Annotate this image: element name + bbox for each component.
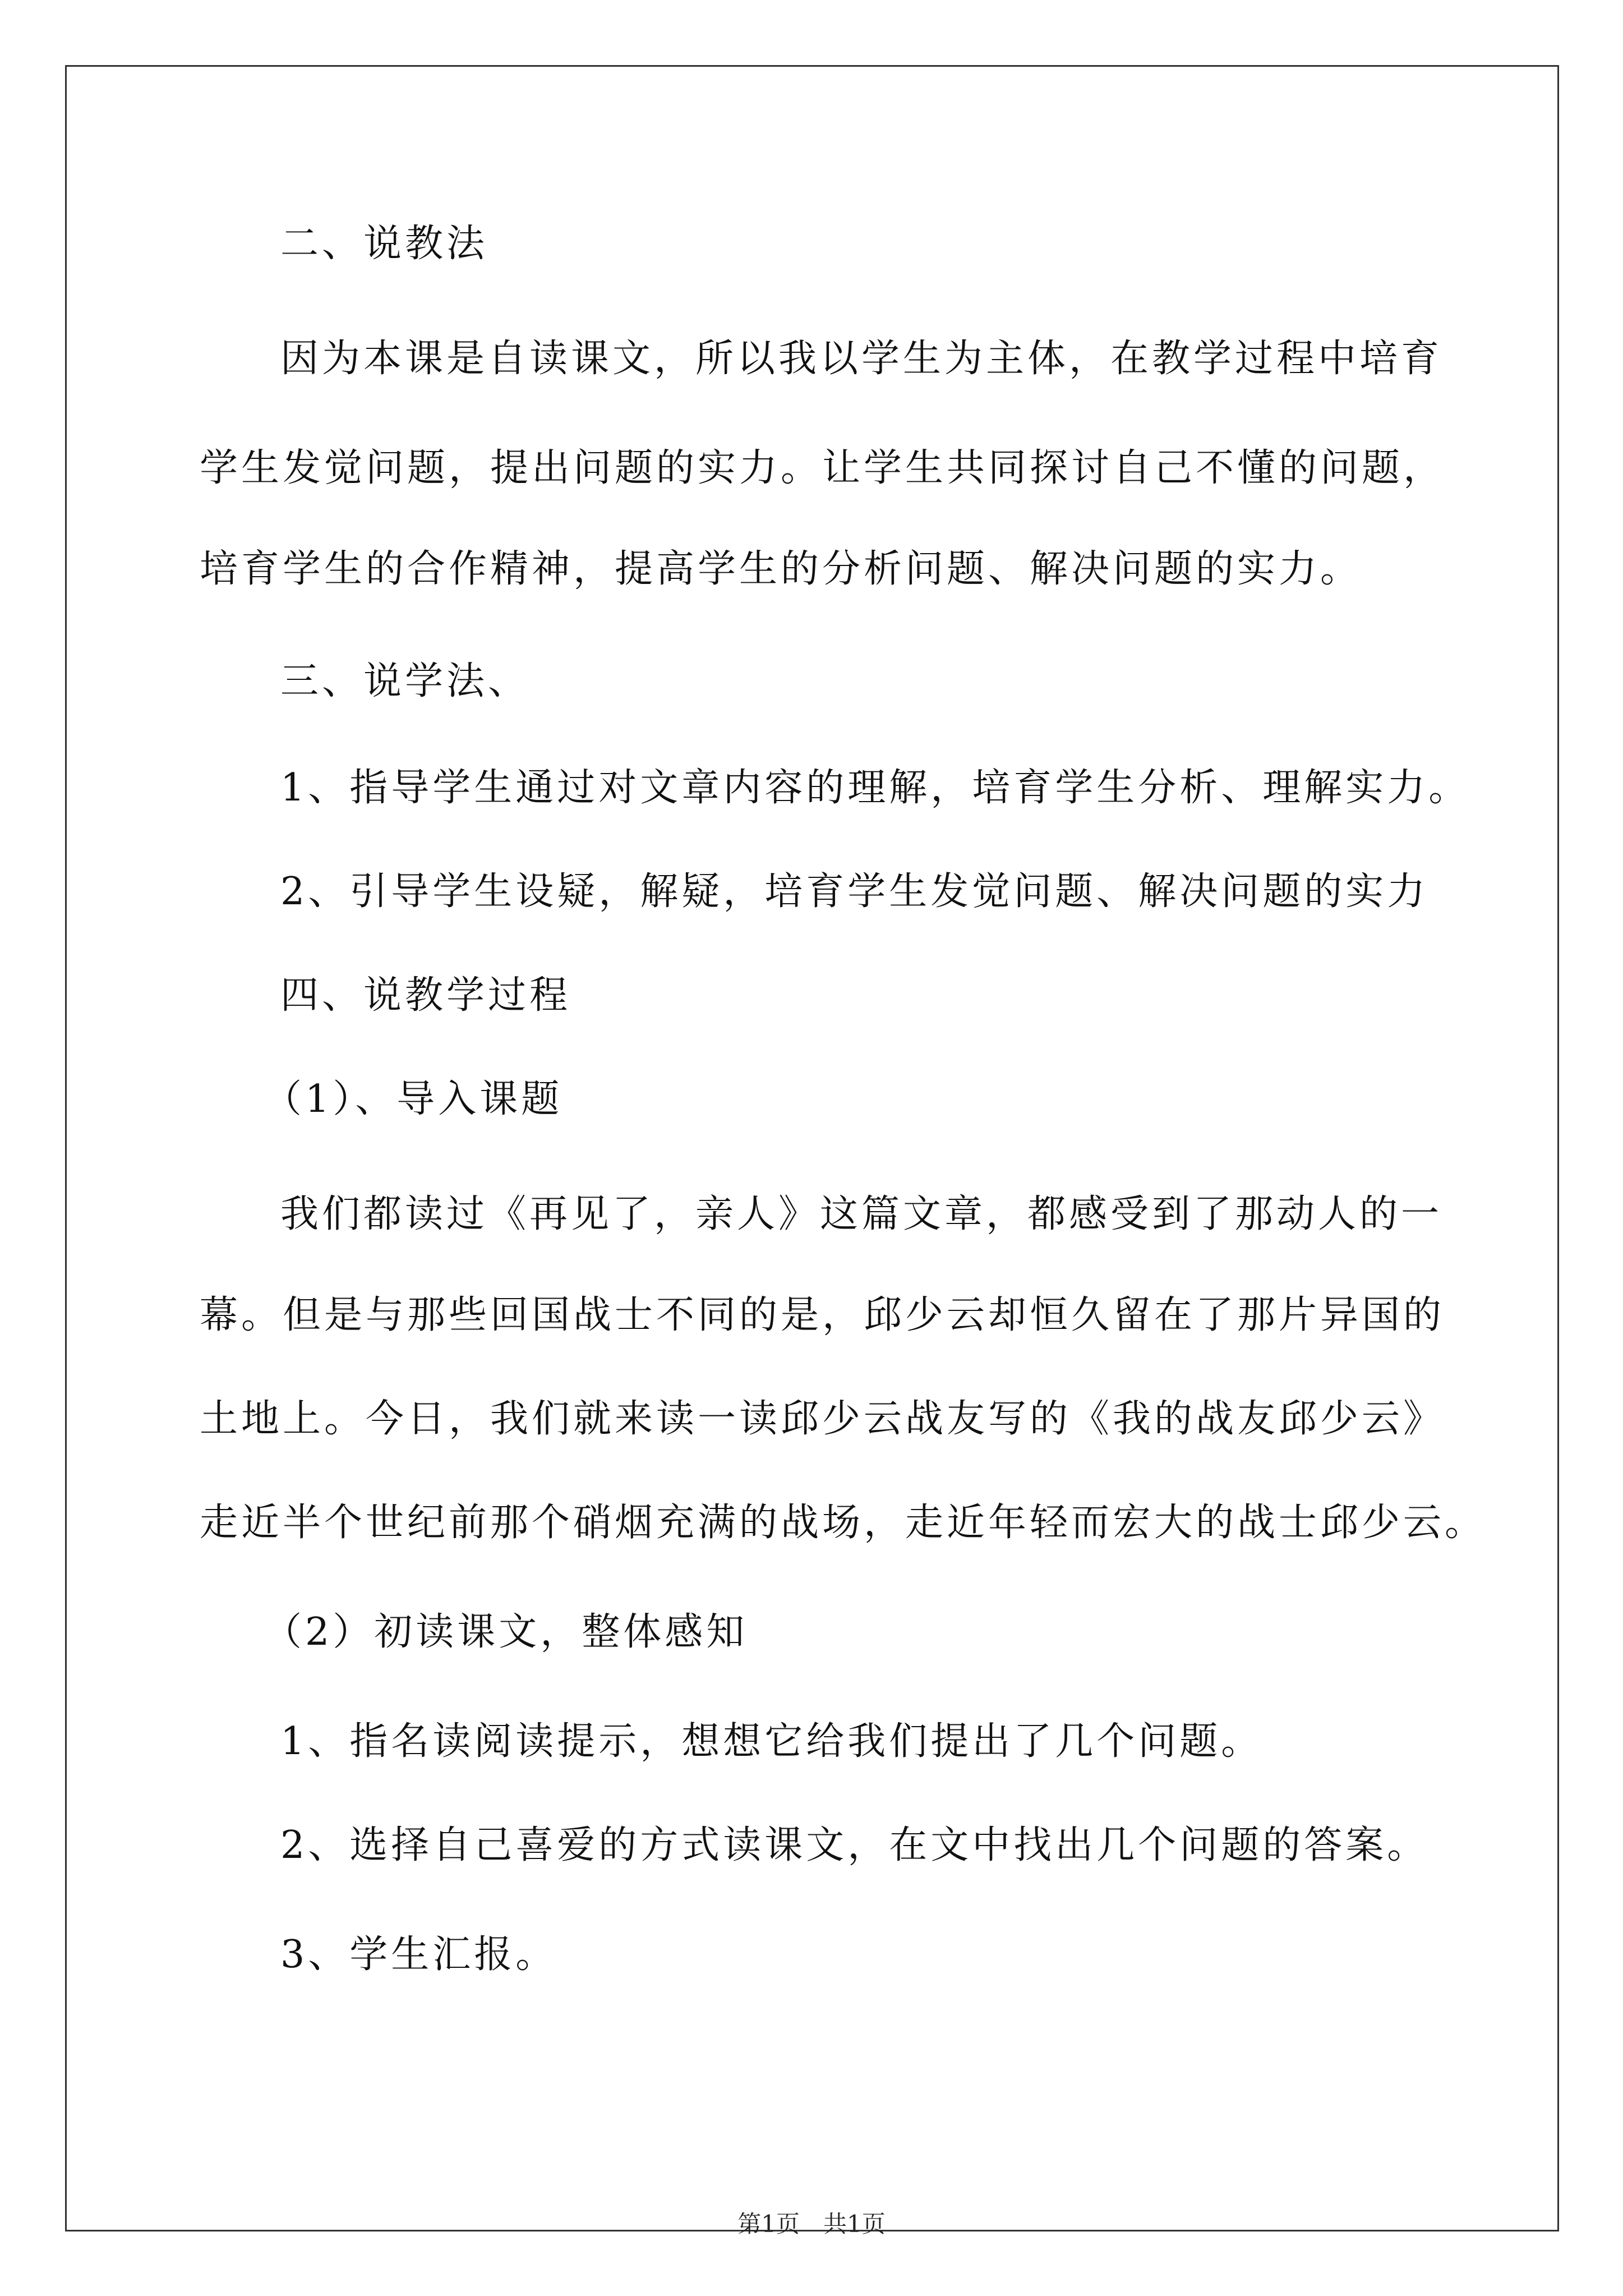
text-line: 土地上。今日，我们就来读一读邱少云战友写的《我的战友邱少云》 [200,1397,1445,1441]
text-line: 3、学生汇报。 [280,1932,557,1977]
text-line: 因为本课是自读课文，所以我以学生为主体，在教学过程中培育 [280,337,1443,381]
text-line: 二、说教法 [280,222,488,266]
text-line: 三、说学法、 [280,659,530,703]
text-line: 我们都读过《再见了，亲人》这篇文章，都感受到了那动人的一 [280,1192,1443,1236]
text-line: 2、选择自己喜爱的方式读课文，在文中找出几个问题的答案。 [280,1823,1429,1867]
text-line: 走近半个世纪前那个硝烟充满的战场，走近年轻而宏大的战士邱少云。 [200,1501,1487,1545]
text-line: 幕。但是与那些回国战士不同的是，邱少云却恒久留在了那片异国的 [200,1293,1445,1337]
text-line: （2）初读课文，整体感知 [264,1610,748,1654]
text-line: 学生发觉问题，提出问题的实力。让学生共同探讨自己不懂的问题， [200,446,1445,490]
page-border [65,65,1559,2231]
page-number-footer: 第1页 共1页 [737,2210,886,2238]
text-line: （1）、导入课题 [264,1077,563,1121]
text-line: 2、引导学生设疑，解疑，培育学生发觉问题、解决问题的实力 [280,869,1429,914]
text-line: 1、指导学生通过对文章内容的理解，培育学生分析、理解实力。 [280,766,1470,810]
text-line: 培育学生的合作精神，提高学生的分析问题、解决问题的实力。 [200,547,1362,591]
text-line: 1、指名读阅读提示，想想它给我们提出了几个问题。 [280,1719,1263,1764]
text-line: 四、说教学过程 [280,973,571,1018]
